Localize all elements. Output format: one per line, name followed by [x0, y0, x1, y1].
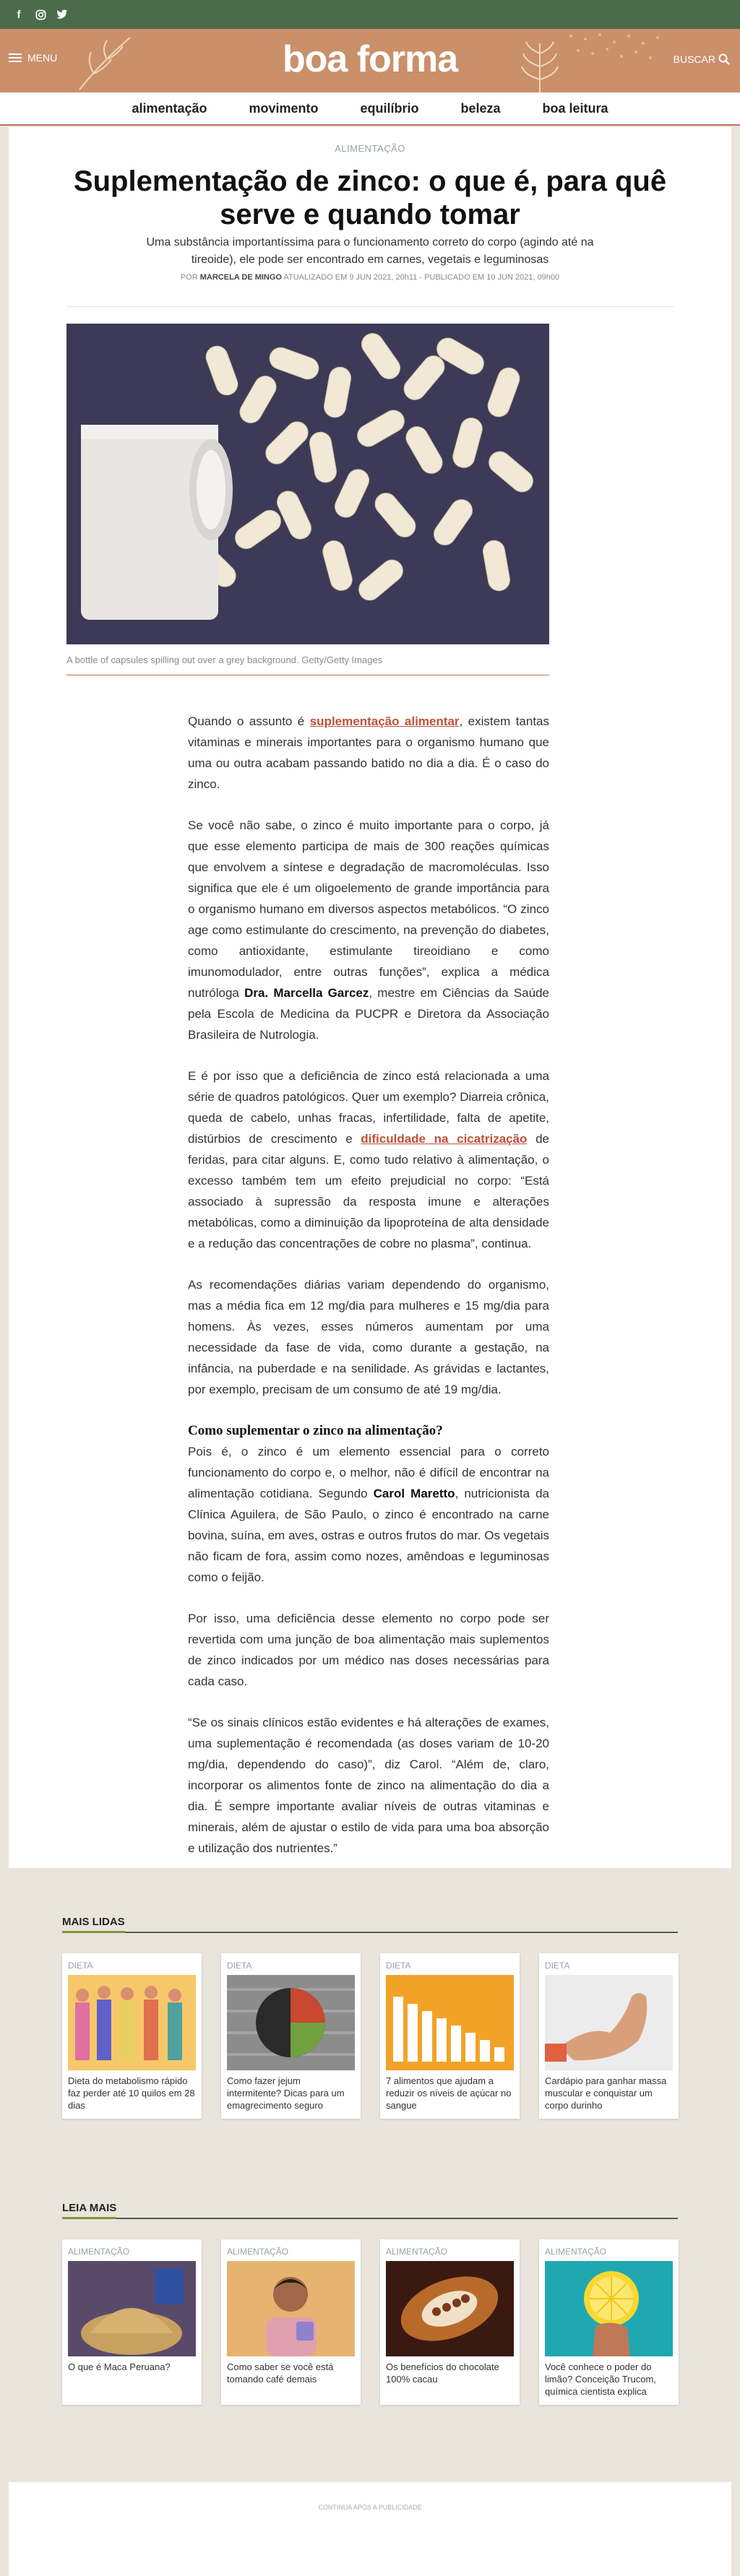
paragraph: As recomendações diárias variam dependendo do organismo, mas a média fica em 12 mg/dia para mulheres e 15 mg/dia para homens. Às vezes, esses números aumentam por uma necessidade da fase de vida, como durante a gestação, na infância, na puberdade e na senilidade. As grávidas e lactantes, por exemplo, precisam de um consumo de até 19 mg/dia.	[188, 1278, 549, 1396]
meta-by: POR	[180, 273, 198, 282]
card-thumbnail	[68, 2261, 196, 2356]
card-title: Você conhece o poder do limão? Conceição Trucom, química cientista explica	[545, 2361, 656, 2397]
article-card[interactable]	[62, 1953, 202, 2119]
section-title: LEIA MAIS	[62, 2202, 678, 2219]
facebook-icon[interactable]: f	[17, 8, 21, 21]
card-tag: ALIMENTAÇÃO	[227, 2247, 289, 2257]
article-subtitle: Uma substância importantíssima para o funcionamento correto do corpo (agindo até na tireoide), ele pode ser encontrado em carnes, vegetais e leguminosas	[146, 236, 594, 266]
section-title: MAIS LIDAS	[62, 1916, 678, 1933]
article-page	[9, 127, 731, 1868]
card-thumbnail	[227, 2261, 355, 2356]
card-tag: ALIMENTAÇÃO	[545, 2247, 607, 2257]
card-thumbnail	[68, 1975, 196, 2070]
paragraph: Quando o assunto é suplementação alimentar, existem tantas vitaminas e minerais importantes para o organismo humano que uma ou outra acabam passando batido no dia a dia. É o caso do zinco.	[188, 714, 549, 791]
link-dificuldade-cicatrizacao[interactable]: dificuldade na cicatrização	[361, 1132, 528, 1146]
nav-item-alimentacao[interactable]: alimentação	[132, 100, 207, 116]
article-card[interactable]	[221, 1953, 361, 2119]
card-tag: ALIMENTAÇÃO	[386, 2247, 448, 2257]
article-card[interactable]	[221, 2239, 361, 2405]
meta-dates: ATUALIZADO EM 9 JUN 2021, 20h11 - PUBLICADO EM 10 JUN 2021, 09h00	[283, 273, 560, 282]
card-title: Os benefícios do chocolate 100% cacau	[386, 2361, 499, 2385]
article-card[interactable]	[62, 2239, 202, 2405]
card-tag: DIETA	[386, 1961, 411, 1971]
paragraph: “Se os sinais clínicos estão evidentes e há alterações de exames, uma suplementação é recomendada (as doses variam de 10-20 mg/dia, dependendo do caso)”, diz Carol. “Além de, claro, incorporar os alimentos fonte de zinco na alimentação do dia a dia. É sempre importante avaliar níveis de outras vitaminas e minerais, além de ajustar o estilo de vida para uma boa absorção e utilização dos nutrientes.”	[188, 1716, 549, 1855]
search-icon	[718, 53, 730, 65]
ad-slot	[9, 2482, 731, 2576]
nav-item-beleza[interactable]: beleza	[460, 100, 501, 116]
card-thumbnail	[227, 1975, 355, 2070]
bold-name: Dra. Marcella Garcez	[244, 986, 369, 1000]
social-bar	[0, 0, 740, 29]
article-card[interactable]	[539, 1953, 679, 2119]
instagram-icon[interactable]	[35, 9, 46, 20]
card-thumbnail	[386, 2261, 514, 2356]
card-title: 7 alimentos que ajudam a reduzir os níveis de açúcar no sangue	[386, 2075, 512, 2111]
main-nav	[0, 92, 740, 126]
paragraph: Pois é, o zinco é um elemento essencial para o correto funcionamento do corpo e, o melhor, não é difícil de encontrar na alimentação cotidiana. Segundo Carol Maretto, nutricionista da Clínica Aguilera, de São Paulo, o zinco é encontrado na carne bovina, suína, em aves, ostras e outros frutos do mar. Os vegetais não ficam de fora, assim como nozes, amêndoas e leguminosas como o feijão.	[188, 1445, 549, 1584]
site-logo[interactable]: boa forma	[282, 38, 458, 80]
search-label: BUSCAR	[673, 53, 715, 65]
card-title: Como fazer jejum intermitente? Dicas para um emagrecimento seguro	[227, 2075, 345, 2111]
card-title: O que é Maca Peruana?	[68, 2361, 171, 2372]
card-tag: DIETA	[545, 1961, 570, 1971]
card-title: Dieta do metabolismo rápido faz perder até 10 quilos em 28 dias	[68, 2075, 195, 2111]
image-caption: A bottle of capsules spilling out over a grey background. Getty/Getty Images	[66, 654, 383, 665]
section-heading: Como suplementar o zinco na alimentação?	[188, 1423, 443, 1438]
article-body	[188, 711, 549, 1879]
card-tag: DIETA	[68, 1961, 93, 1971]
card-thumbnail	[545, 2261, 673, 2356]
card-tag: DIETA	[227, 1961, 252, 1971]
card-thumbnail	[386, 1975, 514, 2070]
card-title: Cardápio para ganhar massa muscular e conquistar um corpo durinho	[545, 2075, 667, 2111]
article-title: Suplementação de zinco: o que é, para quê serve e quando tomar	[73, 165, 667, 230]
hero-image	[66, 324, 549, 644]
twitter-icon[interactable]	[56, 9, 68, 20]
article-card[interactable]	[380, 1953, 520, 2119]
card-thumbnail	[545, 1975, 673, 2070]
ad-label: CONTINUA APÓS A PUBLICIDADE	[318, 2504, 422, 2511]
article-card[interactable]	[539, 2239, 679, 2405]
card-title: Como saber se você está tomando café demais	[227, 2361, 334, 2385]
paragraph: Por isso, uma deficiência desse elemento no corpo pode ser revertida com uma junção de boa alimentação mais suplementos de zinco indicados por um médico nas doses necessárias para cada caso.	[188, 1612, 549, 1688]
nav-item-equilibrio[interactable]: equilíbrio	[360, 100, 419, 116]
site-header	[0, 29, 740, 92]
read-more-section	[62, 2202, 678, 2405]
meta-author[interactable]: MARCELA DE MINGO	[199, 273, 282, 282]
most-read-section	[62, 1916, 678, 2119]
article-card[interactable]	[380, 2239, 520, 2405]
link-suplementacao-alimentar[interactable]: suplementação alimentar	[309, 714, 460, 728]
paragraph: Se você não sabe, o zinco é muito importante para o corpo, já que esse elemento participa de mais de 300 reações químicas que envolvem a síntese e degradação de macromoléculas. Isso significa que ele é um oligoelemento de grande importância para o organismo humano em diversos aspectos metabólicos. “O zinco age como estimulante do crescimento, na prevenção do diabetes, como antioxidante, estimulante tireoidiano e como imunomodulador, entre outras funções”, explica a médica nutróloga Dra. Marcella Garcez, mestre em Ciências da Saúde pela Escola de Medicina da PUCPR e Diretora da Associação Brasileira de Nutrologia.	[188, 818, 549, 1042]
nav-item-boa-leitura[interactable]: boa leitura	[542, 100, 608, 116]
bold-name: Carol Maretto	[373, 1487, 455, 1500]
search-button[interactable]	[674, 53, 730, 65]
menu-label: MENU	[27, 52, 58, 64]
card-tag: ALIMENTAÇÃO	[68, 2247, 130, 2257]
article-meta	[9, 273, 731, 282]
divider	[66, 306, 674, 307]
nav-item-movimento[interactable]: movimento	[249, 100, 319, 116]
paragraph: E é por isso que a deficiência de zinco está relacionada a uma série de quadros patológicos. Quer um exemplo? Diarreia crônica, queda de cabelo, unhas fracas, infertilidade, falta de apetite, distúrbios de crescimento e dificuldade na cicatrização de feridas, para citar alguns. E, como tudo relativo à alimentação, o excesso também tem um efeito prejudicial no corpo: “Está associado à supressão da resposta imune e alterações metabólicas, como a diminuição da lipoproteína de alta densidade e a redução das concentrações de cobre no plasma”, continua.	[188, 1069, 549, 1250]
article-category[interactable]: ALIMENTAÇÃO	[335, 143, 405, 154]
